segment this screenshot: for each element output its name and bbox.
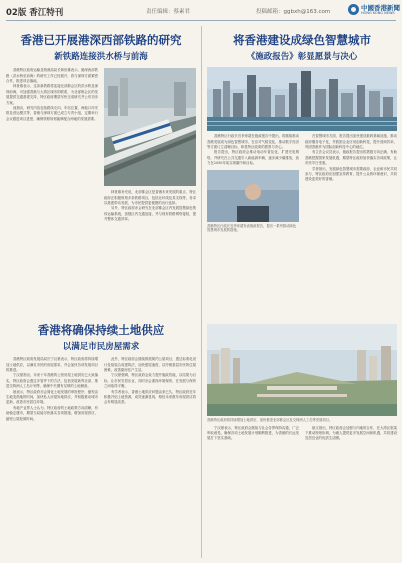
article-paragraph: 在智慧城市方面，报告提出加快建设数码基础设施，推动政府服务电子化，并鼓励企业应用创新科技，提升营商效率，巩固香港作为国际创新科技中心的地位。 (305, 134, 397, 150)
column-divider (201, 26, 202, 558)
article-land-supply (6, 324, 196, 422)
article-body (6, 357, 196, 422)
article-body (207, 426, 397, 442)
article-paragraph: 林世雄补充说，北部都会区是香港未来发展的重点，特区政府正积极规划多条铁路项目，包括北环线及其支线等，务求以基建带动发展，为市民提供更便捷的出行选择。 (104, 190, 196, 206)
article-paragraph: 有学者表示，香港土地供应问题由来已久，特区政府近年积极开拓土地资源，成效逐渐显现，相信未来数年房屋供应将会有明显改善。 (104, 389, 196, 405)
article-railway (6, 34, 196, 223)
article-title: 将香港建设成绿色智慧城市 (233, 33, 371, 47)
article-paragraph: 香港特区政府发展局局长宁汉豪表示，特区政府将持续增加土地供应，以满足市民的房屋需求，并会加快各项发展项目的推进。 (6, 357, 98, 373)
page-header (6, 2, 400, 21)
article-subtitle: 以满足市民房屋需求 (62, 342, 140, 353)
article-paragraph: 另外，特区政府亦会研究在北部都会区内发展智慧绿色集体运输系统，加强区内交通连接，并与现有铁路网络接驳，提升整体交通效率。 (104, 206, 196, 222)
article-body (207, 134, 397, 236)
development-photo (207, 324, 397, 416)
article-paragraph: 宁汉豪表示，特区政府会继续与社会各界保持沟通，广泛听取意见，确保各项土地发展计划顺利推进，为香港的长远发展打下坚实基础。 (207, 425, 299, 441)
logo-subtext: HONG KONG NEWS (361, 11, 395, 15)
article-paragraph: 有地产业界人士认为，特区政府的土地政策方向清晰，有助稳定楼市，期望当局能尽快落实各项措施，增加房屋供应，缩短公屋轮候时间。 (6, 405, 98, 421)
page-label: 02版 香江特刊 (6, 8, 64, 18)
article-paragraph: 宁汉豪强调，特区政府会致力提升施政效能，以结果为目标，让市民安居乐业，同时亦会重视环境保育，在发展与保育之间取得平衡。 (104, 373, 196, 389)
email-info: 投稿邮箱：ggbxh@163.com (256, 9, 331, 15)
article-paragraph: 香港特区行政长官李家超在施政报告中提出，将继续推动香港发展成为绿色智慧城市，在应对气候变化、推动数字经济等方面订立清晰目标，彰显特区政府的愿景与决心。 (207, 134, 299, 150)
article-paragraph: 她表示，特区政府亦会简化土地发展的审批程序，缩短由生地变熟地的时间，加快私人房屋用地供应，并积极推动城市更新，改善市民居住环境。 (6, 389, 98, 405)
photo-caption: 香港特区行政长官李家超发表施政报告，提出一系列推动绿色智慧城市发展的措施。 (207, 223, 297, 233)
article-title: 香港将确保持续土地供应 (37, 323, 165, 337)
article-paragraph: 林世雄表示，这条新铁路将连接北部都会区的洪水桥及深圳前海，可加强香港与大湾区城市的联系，为北部都会区的发展提供交通基建支持，特区政府期望尽快完成研究并公布初步方案。 (6, 84, 98, 105)
logo-icon (348, 4, 359, 15)
article-land-supply-continued (207, 324, 397, 442)
photo-caption: 香港特区政府将持续增加土地供应，加快推进北部都会区及交椅洲人工岛等发展项目。 (207, 418, 333, 422)
speaker-photo (207, 170, 299, 222)
article-title: 香港已开展港深西部铁路的研究 (20, 33, 182, 47)
article-subtitle: 新铁路连接洪水桥与前海 (54, 52, 148, 63)
article-paragraph: 报告提出，特区政府会推动电动车普及化，扩建充电网络，并研究在公共交通引入新能源车辆，逐步减少碳排放，致力在2050年前实现碳中和目标。 (207, 150, 299, 166)
article-paragraph: 此外，特区政府会继续推展简约公屋项目，透过标准化设计及组装合成建筑法，加快建屋速度，以纾缓基层市民的住屋困难，改善劏房住户生活。 (104, 357, 196, 373)
logo-text: 中國香港新聞 (361, 4, 400, 12)
newspaper-logo (348, 3, 400, 17)
article-paragraph: 有立法会议员表示，施政报告提出的措施方向正确，有助香港把握国家发展机遇，期望特区政府加快落实各项政策，让市民早日受惠。 (305, 150, 397, 166)
article-body (6, 68, 196, 222)
article-paragraph: 香港特区政府运输及物流局局长林世雄表示，港深西部铁路（洪水桥至前海）的研究工作已经展开，将与深圳方面紧密合作，推进项目落地。 (6, 68, 98, 84)
article-subtitle: 《施政报告》彰显愿景与决心 (246, 52, 358, 63)
article-paragraph: 学者指出，发展绿色智慧城市需要政府、企业和市民共同参与，特区政府应加强宣传教育，提升公众的环保意识，共同建设更美好的香港。 (305, 166, 397, 182)
article-green-city (207, 34, 397, 236)
skyline-photo (207, 67, 397, 131)
railway-photo (104, 68, 196, 186)
article-paragraph: 她又指出，特区政府会加强与内地的合作，在大湾区框架下推动规划协调，为港人提供更多发展空间和机遇，共同建设宜居宜业的优质生活圈。 (305, 425, 397, 441)
article-paragraph: 他指出，研究内容包括路线走向、车站位置、两地口岸安排及营运模式等，香港与深圳方面已成立专责小组，定期举行会议跟进项目进度，确保铁路规划能够配合两地的发展需要。 (6, 106, 98, 121)
editor-info: 责任编辑：蔡素君 (146, 9, 191, 15)
article-paragraph: 宁汉豪指出，未来十年香港的公营房屋土地供应已大致落实，特区政府会透过多管齐下的方法，包括发展新界北部、推进交椅洲人工岛计划等，确保中长期有足够的土地储备。 (6, 373, 98, 389)
